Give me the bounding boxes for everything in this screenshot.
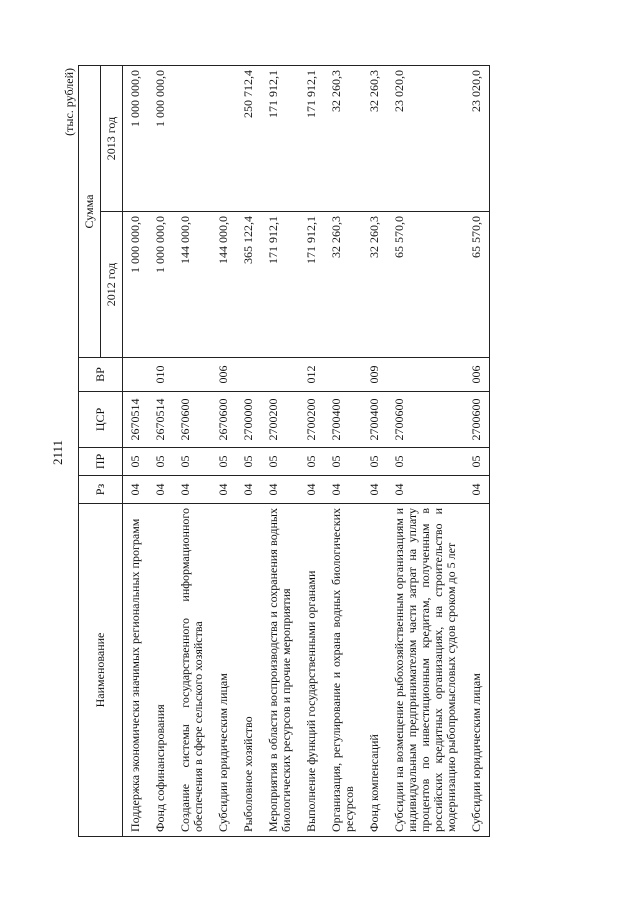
row-csr: 2670600: [173, 392, 211, 448]
row-amount-2013: 1 000 000,0: [148, 65, 173, 211]
row-amount-2012: 144 000,0: [211, 212, 236, 358]
header-row: [79, 65, 101, 836]
row-amount-2012: 144 000,0: [173, 212, 211, 358]
row-vr: 009: [362, 358, 387, 392]
row-name: Организация, регулирование и охрана водных биологических ресурсов: [324, 504, 362, 837]
row-pr: 05: [261, 448, 299, 476]
row-rz: 04: [173, 476, 211, 504]
row-csr: 2700000: [236, 392, 261, 448]
row-amount-2013: 32 260,3: [362, 65, 387, 211]
row-vr: [123, 358, 149, 392]
row-rz: 04: [387, 476, 464, 504]
row-amount-2013: 171 912,1: [299, 65, 324, 211]
page-number: 2111: [50, 439, 65, 466]
row-rz: 04: [211, 476, 236, 504]
row-amount-2013: 23 020,0: [387, 65, 464, 211]
unit-note: (тыс. рублей): [62, 68, 76, 136]
row-vr: 006: [464, 358, 490, 392]
row-amount-2012: 171 912,1: [261, 212, 299, 358]
row-amount-2012: 1 000 000,0: [123, 212, 149, 358]
row-csr: 2670514: [148, 392, 173, 448]
row-amount-2013: 250 712,4: [236, 65, 261, 211]
row-name: Создание системы государственного информационного обеспечения в сфере сельского хозяйства: [173, 504, 211, 837]
row-pr: 05: [362, 448, 387, 476]
table-row: [148, 65, 173, 836]
row-pr: 05: [236, 448, 261, 476]
row-vr: [387, 358, 464, 392]
row-csr: 2700200: [299, 392, 324, 448]
row-name: Фонд софинансирования: [148, 504, 173, 837]
row-rz: 04: [148, 476, 173, 504]
table-row: [464, 65, 490, 836]
row-name: Выполнение функций государственными органами: [299, 504, 324, 837]
header-2012: 2012 год: [101, 212, 123, 358]
row-pr: 05: [148, 448, 173, 476]
row-amount-2012: 1 000 000,0: [148, 212, 173, 358]
row-csr: 2670514: [123, 392, 149, 448]
row-rz: 04: [324, 476, 362, 504]
row-csr: 2670600: [211, 392, 236, 448]
table-row: [236, 65, 261, 836]
row-name: Субсидии юридическим лицам: [464, 504, 490, 837]
table-row: [387, 65, 464, 836]
row-csr: 2700400: [324, 392, 362, 448]
row-name: Субсидии юридическим лицам: [211, 504, 236, 837]
row-amount-2012: 65 570,0: [387, 212, 464, 358]
header-name: Наименование: [79, 504, 123, 837]
budget-table: [78, 65, 490, 837]
table-body: [123, 65, 490, 836]
row-amount-2012: 32 260,3: [324, 212, 362, 358]
row-amount-2013: 32 260,3: [324, 65, 362, 211]
header-rz: Рз: [79, 476, 123, 504]
row-pr: 05: [123, 448, 149, 476]
table-row: [362, 65, 387, 836]
row-amount-2012: 171 912,1: [299, 212, 324, 358]
table-row: [324, 65, 362, 836]
row-amount-2013: [211, 65, 236, 211]
row-pr: 05: [173, 448, 211, 476]
row-name: Рыболовное хозяйство: [236, 504, 261, 837]
row-vr: [261, 358, 299, 392]
table-row: [299, 65, 324, 836]
row-rz: 04: [299, 476, 324, 504]
row-vr: [173, 358, 211, 392]
row-rz: 04: [464, 476, 490, 504]
row-amount-2013: [173, 65, 211, 211]
header-sum: Сумма: [79, 65, 101, 357]
row-name: Поддержка экономически значимых региональных программ: [123, 504, 149, 837]
row-pr: 05: [324, 448, 362, 476]
row-amount-2013: 1 000 000,0: [123, 65, 149, 211]
row-csr: 2700200: [261, 392, 299, 448]
row-amount-2013: 171 912,1: [261, 65, 299, 211]
row-csr: 2700600: [464, 392, 490, 448]
row-vr: 006: [211, 358, 236, 392]
header-vr: ВР: [79, 358, 123, 392]
header-2013: 2013 год: [101, 65, 123, 211]
row-name: Мероприятия в области воспроизводства и сохранения водных биологических ресурсов и прочие мероприятия: [261, 504, 299, 837]
row-rz: 04: [362, 476, 387, 504]
table-row: [211, 65, 236, 836]
row-rz: 04: [123, 476, 149, 504]
row-vr: [236, 358, 261, 392]
row-pr: 05: [299, 448, 324, 476]
row-rz: 04: [261, 476, 299, 504]
row-name: Фонд компенсаций: [362, 504, 387, 837]
row-pr: 05: [211, 448, 236, 476]
row-amount-2012: 365 122,4: [236, 212, 261, 358]
row-pr: 05: [387, 448, 464, 476]
row-name: Субсидии на возмещение рыбохозяйственным организациям и индивидуальным предпринимателям части затрат на уплату процентов по инвестиционным кредитам, полученным в российских кредитных организациях, на строительство и модернизацию рыбопромысловых судов сроком до 5 лет: [387, 504, 464, 837]
table-row: [261, 65, 299, 836]
row-rz: 04: [236, 476, 261, 504]
row-amount-2013: 23 020,0: [464, 65, 490, 211]
row-csr: 2700400: [362, 392, 387, 448]
row-vr: [324, 358, 362, 392]
table-row: [173, 65, 211, 836]
table-row: [123, 65, 149, 836]
row-amount-2012: 65 570,0: [464, 212, 490, 358]
row-pr: 05: [464, 448, 490, 476]
header-pr: ПР: [79, 448, 123, 476]
row-amount-2012: 32 260,3: [362, 212, 387, 358]
row-vr: 010: [148, 358, 173, 392]
header-csr: ЦСР: [79, 392, 123, 448]
row-csr: 2700600: [387, 392, 464, 448]
row-vr: 012: [299, 358, 324, 392]
